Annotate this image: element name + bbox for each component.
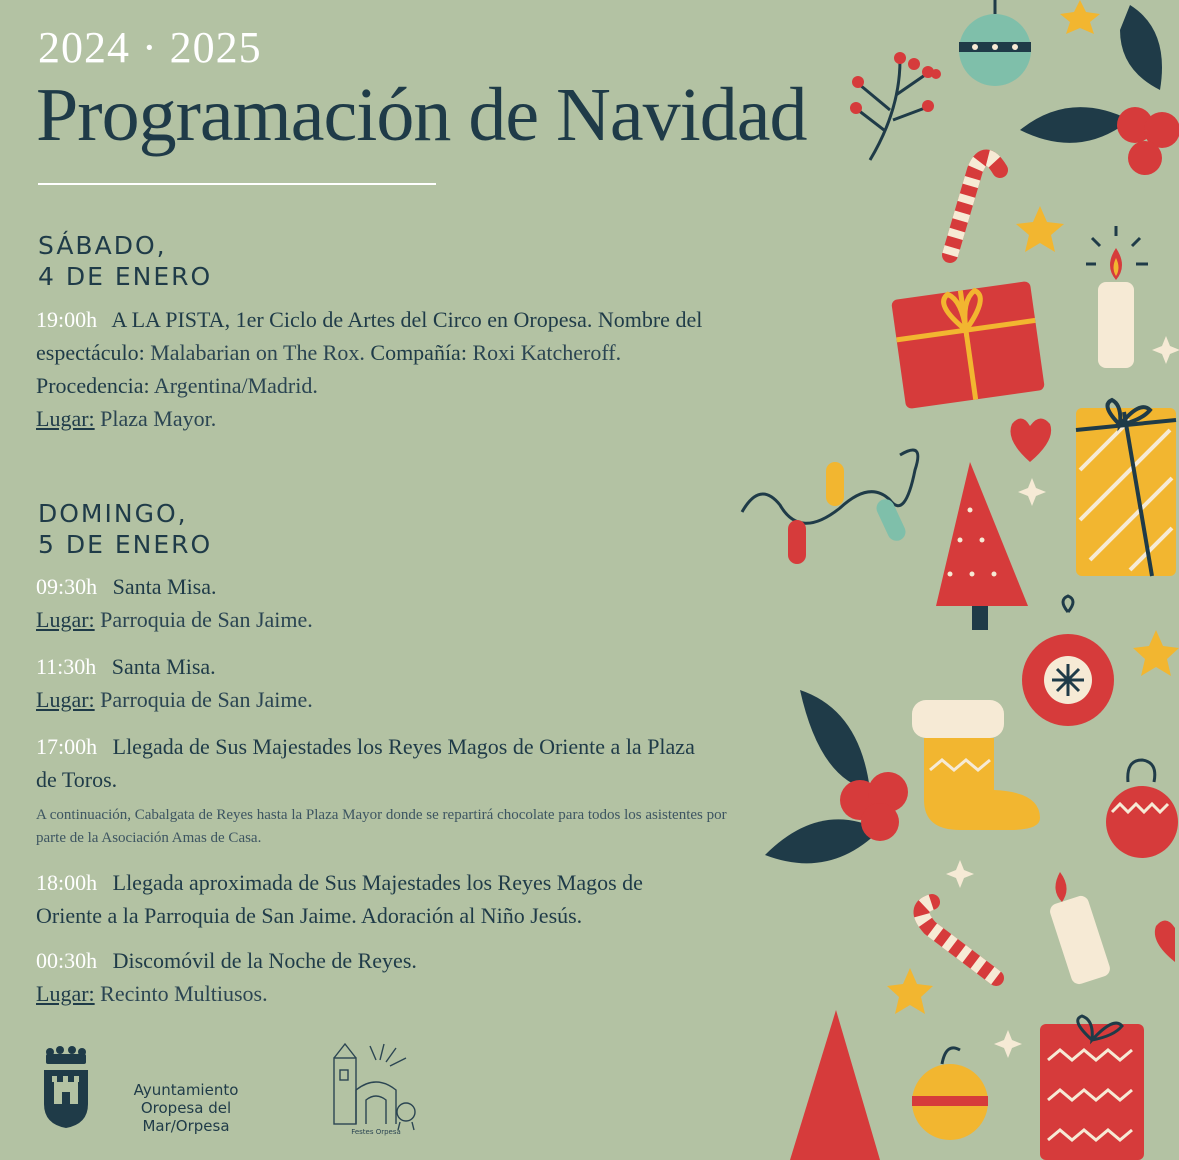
place-value: Parroquia de San Jaime. [100,687,313,712]
event-19-00 [36,303,736,435]
festival-logo-icon [320,1030,432,1140]
sparkle-icon [994,1030,1022,1058]
town-crest-icon [40,1046,92,1130]
star-icon [887,968,933,1014]
event-00-30 [36,944,736,1010]
event-title: Santa Misa. [112,574,217,599]
event-note: A continuación, Cabalgata de Reyes hasta la Plaza Mayor donde se repartirá chocolate para todos los asistentes por parte de la Asociación Amas de Casa. [36,807,727,846]
event-time: 17:00h [36,734,98,759]
years: 2024 · 2025 [38,23,262,72]
sparkle-icon [946,860,974,888]
star-icon [1133,630,1179,676]
show-label: Nombre del espectáculo: [36,307,703,365]
ornament-icon [1106,760,1178,858]
gift-box-icon [891,281,1045,409]
place-value: Parroquia de San Jaime. [100,607,313,632]
heart-icon [1010,418,1051,462]
star-icon [1016,206,1064,252]
title-underline [38,183,436,185]
sparkle-icon [1018,478,1046,506]
star-icon [1060,0,1100,34]
holly-icon [765,690,908,863]
company-value: Roxi Katcheroff. [472,340,622,365]
candle-icon [1048,872,1112,986]
ornament-icon [1022,596,1114,726]
berry-branch-icon [858,60,925,160]
ornament-icon [912,1048,988,1140]
heart-icon [1155,920,1175,962]
candle-icon [1086,226,1148,368]
event-09-30 [36,570,736,636]
origin-value: Argentina/Madrid. [153,373,318,398]
event-time: 19:00h [36,307,98,332]
holly-icon [1020,5,1179,175]
event-title: A LA PISTA, 1er Ciclo de Artes del Circo en Oropesa. [111,307,593,332]
christmas-tree-icon [790,1010,880,1160]
origin-label: Procedencia: [36,373,150,398]
event-time: 18:00h [36,870,98,895]
event-11-30 [36,650,736,716]
event-17-00 [36,730,696,796]
festival-logo-text: Festes Orpesa [351,1128,401,1136]
show-value: Malabarian on The Rox. [150,340,365,365]
place-value: Plaza Mayor. [100,406,217,431]
christmas-illustrations [735,0,1179,1160]
company-label: Compañía: [370,340,467,365]
place-label: Lugar: [36,406,95,431]
place-label: Lugar: [36,981,95,1006]
candy-cane-icon [950,158,1000,256]
event-title: Discomóvil de la Noche de Reyes. [112,948,417,973]
christmas-tree-icon [936,462,1028,630]
page-title: Programación de Navidad [36,73,807,157]
gift-box-icon [1076,400,1176,576]
event-time: 11:30h [36,654,97,679]
day-heading-saturday: SÁBADO, 4 DE ENERO [38,231,213,291]
stocking-icon [912,700,1040,830]
event-title: Santa Misa. [111,654,216,679]
sparkle-icon [1152,336,1179,364]
ornament-icon [959,0,1031,86]
gift-box-icon [1040,1016,1144,1160]
org-name: Ayuntamiento Oropesa del Mar/Orpesa [133,1081,239,1135]
event-title: Llegada de Sus Majestades los Reyes Magos de Oriente a la Plaza de Toros. [36,734,695,792]
string-lights-icon [742,450,918,564]
day-heading-sunday: DOMINGO, 5 DE ENERO [38,499,213,559]
event-time: 00:30h [36,948,98,973]
place-label: Lugar: [36,687,95,712]
place-value: Recinto Multiusos. [100,981,268,1006]
place-label: Lugar: [36,607,95,632]
event-18-00 [36,866,706,932]
event-time: 09:30h [36,574,98,599]
event-title: Llegada aproximada de Sus Majestades los Reyes Magos de Oriente a la Parroquia de San Jaime. Adoración al Niño Jesús. [36,870,643,928]
